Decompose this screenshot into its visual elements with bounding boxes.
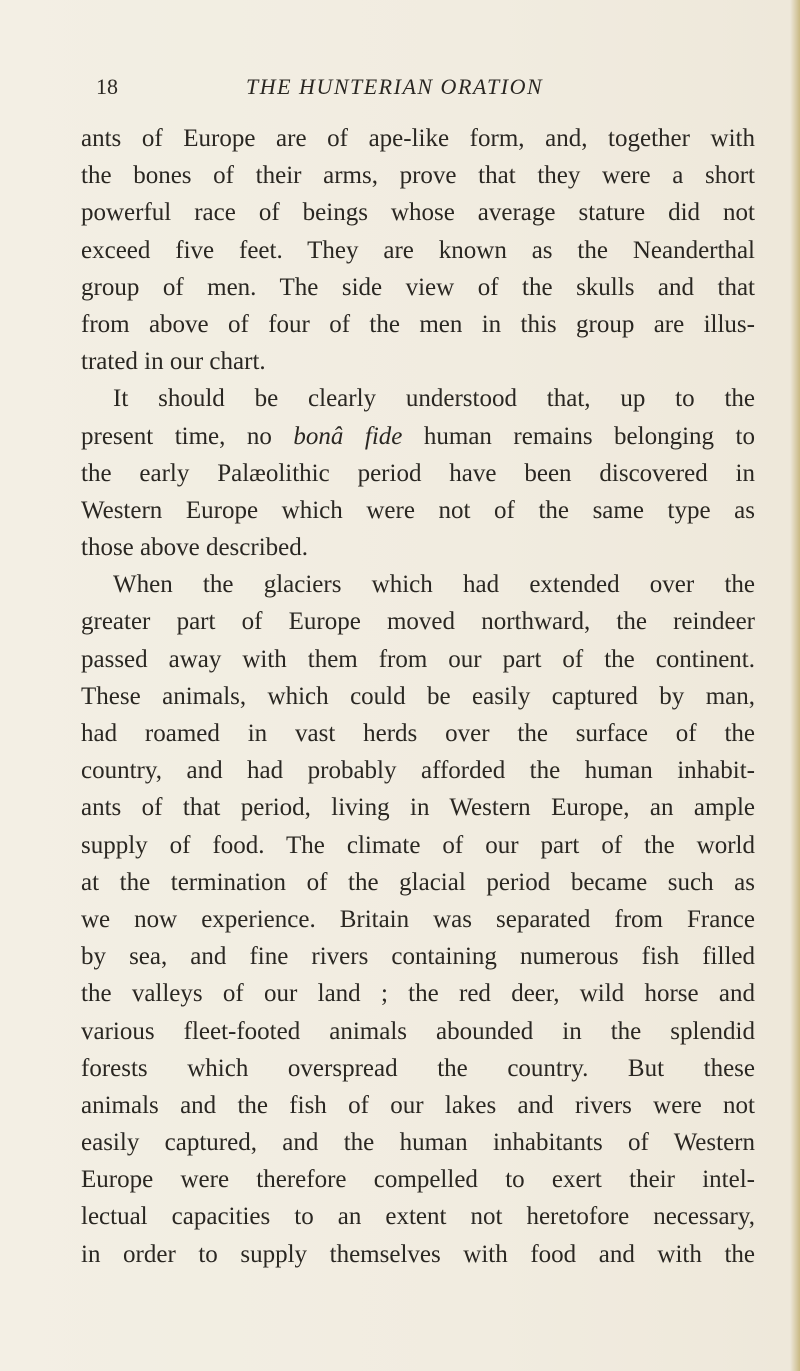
text-line: had roamed in vast herds over the surface of the bbox=[81, 720, 755, 747]
text-line: easily captured, and the human inhabitants of Western bbox=[81, 1129, 755, 1157]
text-line: those above described. bbox=[81, 534, 309, 562]
text-line: greater part of Europe moved northward, the reindeer bbox=[81, 608, 755, 636]
text-line: passed away with them from our part of the continent. bbox=[81, 645, 755, 673]
running-head bbox=[96, 74, 736, 110]
text-line: supply of food. The climate of our part of the world bbox=[81, 831, 755, 859]
text-line: ants of Europe are of ape-like form, and, together with bbox=[81, 125, 755, 152]
text-line: the early Palæolithic period have been discovered in bbox=[81, 459, 755, 487]
text-line: forests which overspread the country. But these bbox=[81, 1054, 755, 1082]
text-line: animals and the fish of our lakes and rivers were not bbox=[81, 1091, 755, 1119]
running-title: THE HUNTERIAN ORATION bbox=[246, 74, 544, 99]
text-line: in order to supply themselves with food and with the bbox=[81, 1240, 755, 1268]
text-line: the valleys of our land ; the red deer, wild horse and bbox=[81, 980, 755, 1008]
body-text bbox=[81, 120, 755, 1273]
text-line: the bones of their arms, prove that they were a short bbox=[81, 162, 755, 190]
italic-phrase: bonâ fide bbox=[293, 422, 403, 450]
page-number: 18 bbox=[96, 74, 118, 99]
text-line: These animals, which could be easily captured by man, bbox=[81, 682, 755, 710]
text-line: exceed five feet. They are known as the Neanderthal bbox=[81, 236, 755, 264]
text-line: at the termination of the glacial period became such as bbox=[81, 868, 755, 896]
page-edge bbox=[790, 0, 800, 1371]
text-line bbox=[81, 418, 755, 455]
text-line: Western Europe which were not of the same type as bbox=[81, 496, 755, 524]
text-line: trated in our chart. bbox=[81, 348, 266, 376]
text-line: Europe were therefore compelled to exert their intel- bbox=[81, 1166, 755, 1194]
text-line: When the glaciers which had extended over the bbox=[113, 571, 755, 599]
text-line: we now experience. Britain was separated from France bbox=[81, 905, 755, 933]
text-line: by sea, and fine rivers containing numerous fish filled bbox=[81, 943, 755, 971]
text-run: present time, no bbox=[81, 422, 294, 450]
text-run: human remains belonging to bbox=[402, 422, 755, 450]
text-line: from above of four of the men in this group are illus- bbox=[81, 310, 755, 338]
text-line: It should be clearly understood that, up to the bbox=[113, 385, 755, 413]
text-line: group of men. The side view of the skulls and that bbox=[81, 273, 755, 301]
text-line: country, and had probably afforded the human inhabit- bbox=[81, 757, 755, 785]
text-line: lectual capacities to an extent not heretofore necessary, bbox=[81, 1203, 755, 1231]
text-line: powerful race of beings whose average stature did not bbox=[81, 199, 755, 227]
text-line: various fleet-footed animals abounded in the splendid bbox=[81, 1017, 755, 1045]
text-line: ants of that period, living in Western Europe, an ample bbox=[81, 794, 755, 822]
